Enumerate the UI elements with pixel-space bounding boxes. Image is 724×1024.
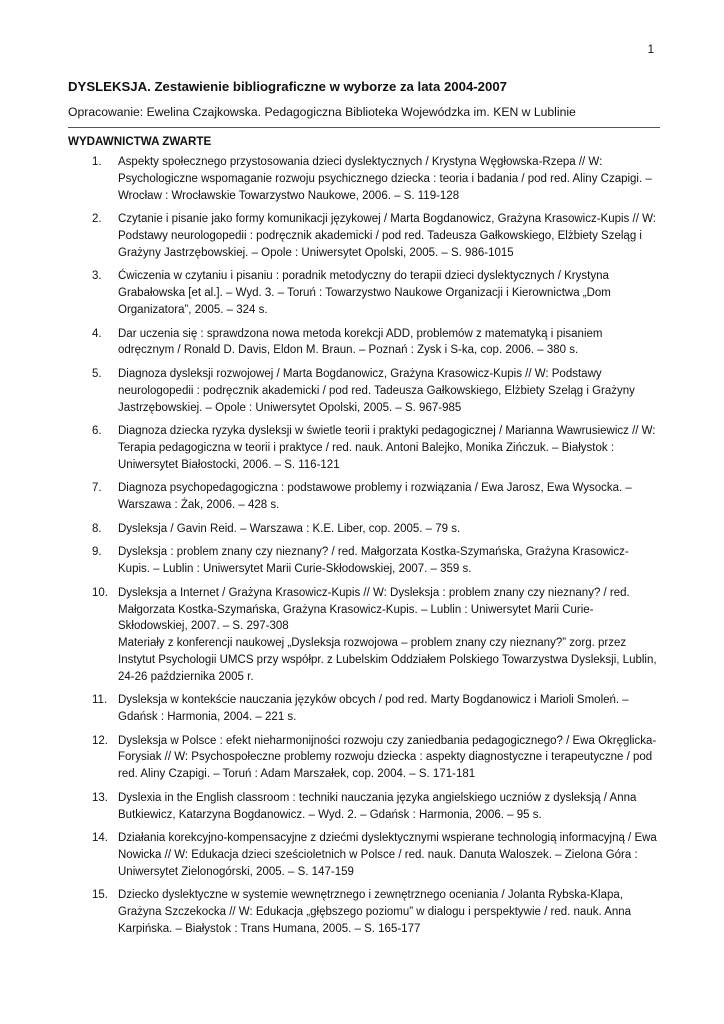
- entry-text: Dyslexia in the English classroom : techniki nauczania języka angielskiego uczniów z dysleksją / Anna Butkiewicz, Katarzyna Bogdanowicz. – Wyd. 2. – Gdańsk : Harmonia, 2006. – 95 s.: [118, 791, 637, 821]
- entry-note: Materiały z konferencji naukowej „Dysleksja rozwojowa – problem znany czy nieznany?” zorg. przez Instytut Psychologii UMCS przy współpr. z Lubelskim Oddziałem Polskiego Towarzystwa Dysleksji, Lublin, 24-26 października 2005 r.: [118, 637, 657, 683]
- entry-text: Dysleksja a Internet / Grażyna Krasowicz-Kupis // W: Dysleksja : problem znany czy nieznany? / red. Małgorzata Kostka-Szymańska, Grażyna Krasowicz-Kupis. – Lublin : Uniwersytet Marii Curie-Skłodowskiej, 2007. – S. 297-308: [118, 586, 630, 633]
- header-divider: [68, 127, 660, 128]
- entry-text: Dziecko dyslektyczne w systemie wewnętrznego i zewnętrznego oceniania / Jolanta Rybska-Klapa, Grażyna Szczekocka // W: Edukacja „głębszego poziomu” w dialogu i perspektywie / red. nauk. Anna Karpińska. – Białystok : Trans Humana, 2005. – S. 165-177: [118, 889, 632, 936]
- entry-number: 12.: [92, 734, 108, 747]
- section-heading: WYDAWNICTWA ZWARTE: [68, 135, 212, 148]
- bibliography-entry: [68, 366, 660, 416]
- bibliography-entry: [68, 154, 660, 204]
- bibliography-entry: [68, 887, 660, 937]
- entry-text: Diagnoza dysleksji rozwojowej / Marta Bogdanowicz, Grażyna Krasowicz-Kupis // W: Podstawy neurologopedii : podręcznik akademicki / pod red. Tadeusza Gałkowskiego, Elżbiety Szeląg i Grażyny Jastrzębowskiej. – Opole : Uniwersytet Opolski, 2005. – S. 967-985: [118, 367, 635, 414]
- bibliography-entry: [68, 521, 660, 538]
- entry-number: 7.: [92, 482, 102, 495]
- entry-number: 13.: [92, 791, 108, 804]
- bibliography-entry: [68, 268, 660, 318]
- document-title: DYSLEKSJA. Zestawienie bibliograficzne w wyborze za lata 2004-2007: [68, 79, 508, 94]
- entry-number: 5.: [92, 367, 102, 380]
- page-number: 1: [647, 44, 654, 56]
- bibliography-entry: [68, 544, 660, 578]
- bibliography-list: [68, 154, 660, 945]
- entry-number: 4.: [92, 327, 102, 340]
- entry-text: Aspekty społecznego przystosowania dzieci dyslektycznych / Krystyna Węgłowska-Rzepa // W: Psychologiczne wspomaganie rozwoju psychicznego dziecka : teoria i badania / pod red. Aliny Czapigi. – Wrocław : Wrocławskie Towarzystwo Naukowe, 2006. – S. 119-128: [118, 156, 652, 202]
- bibliography-entry: [68, 211, 660, 261]
- bibliography-entry: [68, 326, 660, 360]
- document-header: [68, 78, 660, 128]
- entry-text: Diagnoza psychopedagogiczna : podstawowe problemy i rozwiązania / Ewa Jarosz, Ewa Wysocka. – Warszawa : Żak, 2006. – 428 s.: [118, 482, 632, 512]
- entry-text: Czytanie i pisanie jako formy komunikacji językowej / Marta Bogdanowicz, Grażyna Krasowicz-Kupis // W: Podstawy neurologopedii : podręcznik akademicki / pod red. Tadeusza Gałkowskiego, Elżbiety Szeląg i Grażyny Jastrzębowskiej. – Opole : Uniwersytet Opolski, 2005. – S. 986-1015: [118, 213, 656, 259]
- entry-text: Dar uczenia się : sprawdzona nowa metoda korekcji ADD, problemów z matematyką i pisaniem odręcznym / Ronald D. Davis, Eldon M. Braun. – Poznań : Zysk i S-ka, cop. 2006. – 380 s.: [118, 327, 603, 357]
- entry-number: 6.: [92, 425, 102, 438]
- entry-number: 3.: [92, 270, 102, 283]
- bibliography-entry: [68, 692, 660, 726]
- bibliography-entry: [68, 480, 660, 514]
- bibliography-entry: [68, 733, 660, 783]
- entry-number: 11.: [92, 694, 108, 707]
- entry-text: Diagnoza dziecka ryzyka dysleksji w świetle teorii i praktyki pedagogicznej / Marianna Wawrusiewicz // W: Terapia pedagogiczna w teorii i praktyce / red. nauk. Antoni Balejko, Monika Zińczuk. – Białystok : Uniwersytet Białostocki, 2006. – S. 116-121: [118, 425, 656, 471]
- bibliography-entry: [68, 790, 660, 824]
- entry-number: 2.: [92, 213, 102, 226]
- document-subtitle: Opracowanie: Ewelina Czajkowska. Pedagogiczna Biblioteka Wojewódzka im. KEN w Lublinie: [68, 105, 576, 119]
- entry-number: 1.: [92, 156, 102, 168]
- bibliography-entry: [68, 585, 660, 686]
- entry-text: Ćwiczenia w czytaniu i pisaniu : poradnik metodyczny do terapii dzieci dyslektycznych / Krystyna Grabałowska [et al.]. – Wyd. 3. – Toruń : Towarzystwo Naukowe Organizacji i Kierownictwa „Dom Organizatora”, 2005. – 324 s.: [118, 270, 611, 316]
- entry-number: 8.: [92, 522, 102, 535]
- entry-text: Dysleksja w kontekście nauczania języków obcych / pod red. Marty Bogdanowicz i Marioli Smoleń. – Gdańsk : Harmonia, 2004. – 221 s.: [118, 694, 629, 724]
- entry-number: 9.: [92, 546, 102, 559]
- entry-number: 14.: [92, 832, 108, 845]
- entry-text: Dysleksja / Gavin Reid. – Warszawa : K.E. Liber, cop. 2005. – 79 s.: [118, 522, 461, 535]
- entry-number: 10.: [92, 586, 108, 599]
- entry-number: 15.: [92, 889, 108, 902]
- bibliography-entry: [68, 423, 660, 473]
- bibliography-entry: [68, 830, 660, 880]
- entry-text: Dysleksja : problem znany czy nieznany? / red. Małgorzata Kostka-Szymańska, Grażyna Krasowicz-Kupis. – Lublin : Uniwersytet Marii Curie-Skłodowskiej, 2007. – 359 s.: [118, 546, 629, 576]
- entry-text: Działania korekcyjno-kompensacyjne z dziećmi dyslektycznymi wspierane technologią informacyjną / Ewa Nowicka // W: Edukacja dzieci sześcioletnich w Polsce / red. nauk. Danuta Waloszek. – Zielona Góra : Uniwersytet Zielonogórski, 2005. – S. 147-159: [118, 832, 657, 878]
- entry-text: Dysleksja w Polsce : efekt nieharmonijności rozwoju czy zaniedbania pedagogicznego? / Ewa Okręglicka-Forysiak // W: Psychospołeczne problemy rozwoju dziecka : aspekty diagnostyczne i terapeutyczne / pod red. Aliny Czapigi. – Toruń : Adam Marszałek, cop. 2004. – S. 171-181: [118, 734, 657, 781]
